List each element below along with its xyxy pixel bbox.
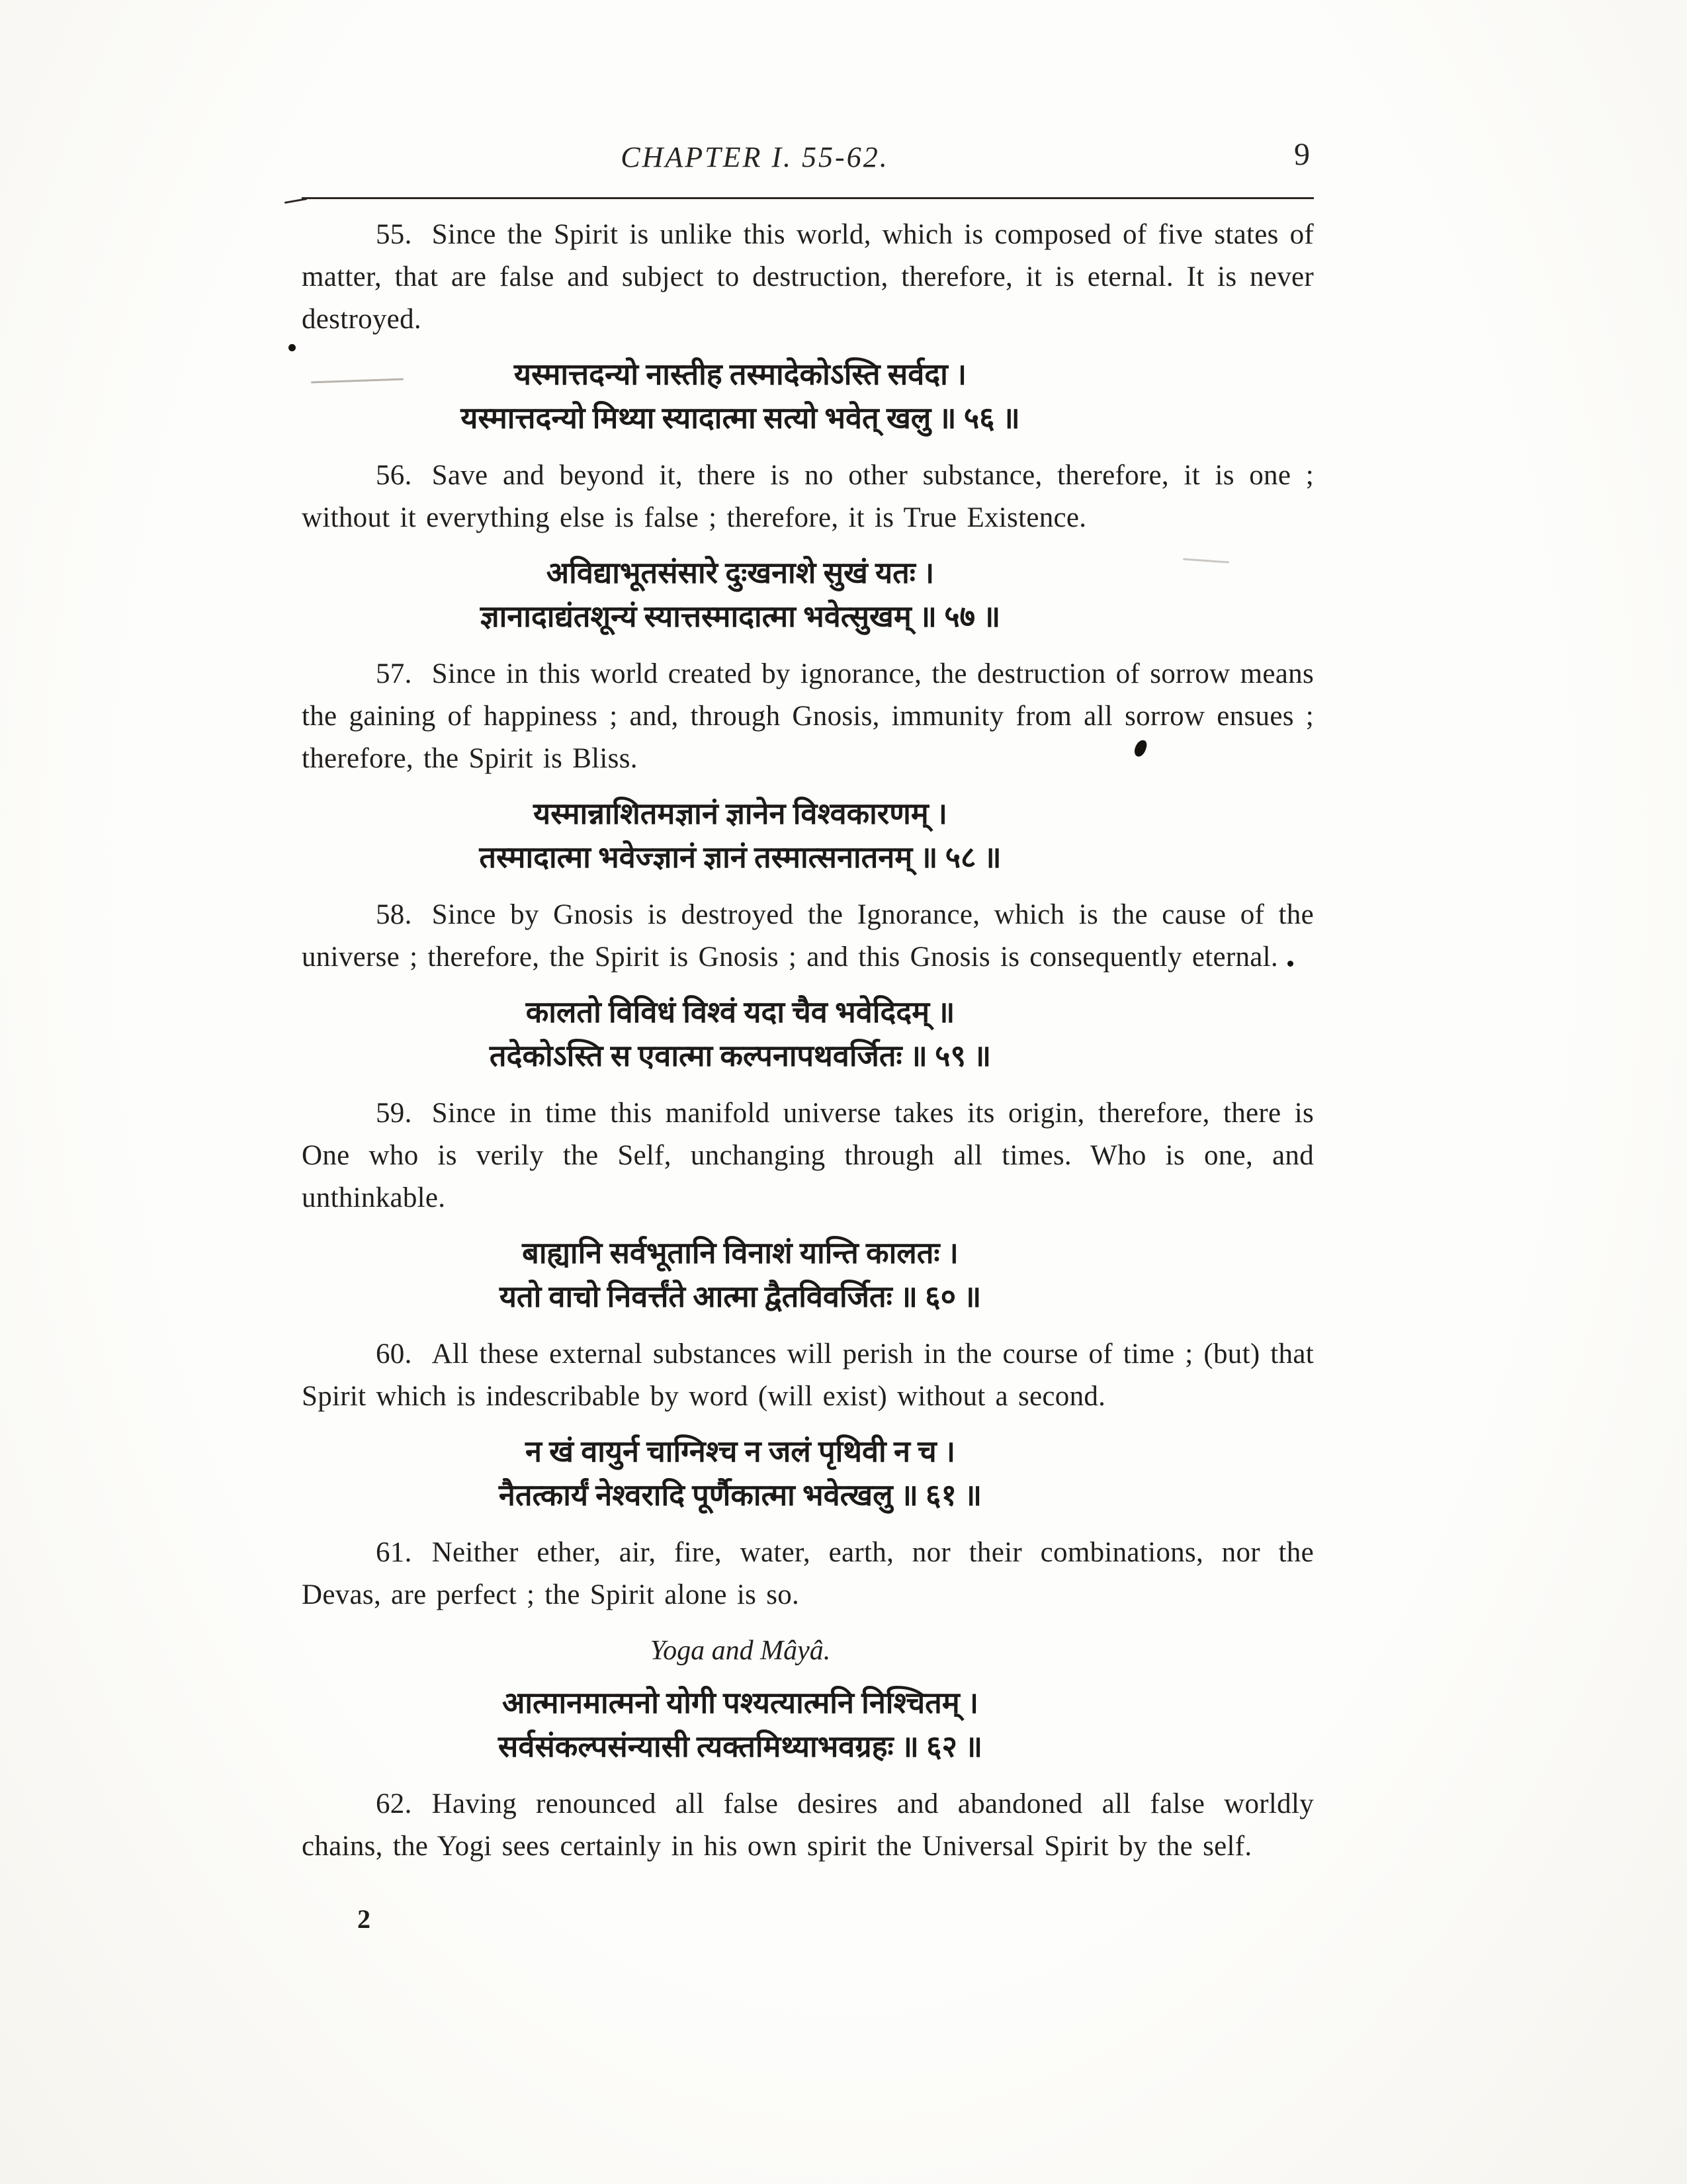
verse-line: सर्वसंकल्पसंन्यासी त्यक्तमिथ्याभवग्रहः ॥ ६२ ॥ — [497, 1730, 983, 1763]
text-blocks — [302, 214, 1314, 1868]
running-head — [302, 137, 1314, 191]
paragraph-number: 55. — [376, 219, 412, 250]
paragraph-number: 56. — [376, 460, 412, 491]
text-column — [302, 137, 1314, 1935]
verse-line: कालतो विविधं विश्वं यदा चैव भवेदिदम् ॥ — [525, 996, 955, 1029]
paragraph-56: 56. Save and beyond it, there is no other substance, therefore, it is one ; without it everything else is false ; therefore, it is True Existence. — [302, 460, 1314, 533]
sanskrit-verse-60 — [302, 1231, 1179, 1319]
page-number: 9 — [1294, 137, 1310, 172]
sanskrit-verse-61 — [302, 1430, 1179, 1517]
paragraph-number: 58. — [376, 899, 412, 930]
verse-line: अविद्याभूतसंसारे दुःखनाशे सुखं यतः । — [546, 556, 935, 590]
signature-mark: 2 — [357, 1904, 370, 1934]
sanskrit-verse-59 — [302, 990, 1179, 1078]
paragraph-number: 61. — [376, 1537, 412, 1568]
paragraph-61: 61. Neither ether, air, fire, water, earth, nor their combinations, nor the Devas, are perfect ; the Spirit alone is so. — [302, 1537, 1314, 1610]
sanskrit-verse-57 — [302, 551, 1179, 638]
verse-line: यस्मात्तदन्यो मिथ्या स्यादात्मा सत्यो भवेत् खलु ॥ ५६ ॥ — [460, 402, 1020, 435]
verse-line: तदेकोऽस्ति स एवात्मा कल्पनापथवर्जितः ॥ ५९ ॥ — [489, 1039, 992, 1072]
verse-line: न खं वायुर्न चाग्निश्च न जलं पृथिवी न च । — [525, 1435, 956, 1468]
rule-flick — [284, 198, 307, 204]
verse-line: बाह्यानि सर्वभूतानि विनाशं यान्ति कालतः । — [522, 1237, 959, 1270]
chapter-title: CHAPTER I. 55-62. — [621, 141, 889, 173]
paragraph-60: 60. All these external substances will perish in the course of time ; (but) that Spirit which is indescribable by word (will exist) without a second. — [302, 1338, 1314, 1412]
paragraph-number: 60. — [376, 1338, 412, 1370]
paragraph-57: 57. Since in this world created by ignorance, the destruction of sorrow means the gaining of happiness ; and, through Gnosis, immunity from all sorrow ensues ; therefore, the Spirit is Bliss. — [302, 658, 1314, 774]
paragraph-58: 58. Since by Gnosis is destroyed the Ignorance, which is the cause of the universe ; therefore, the Spirit is Gnosis ; and this Gnosis is consequently eternal. — [302, 899, 1314, 973]
paragraph-number: 62. — [376, 1788, 412, 1819]
verse-line: ज्ञानादाद्यंतशून्यं स्यात्तस्मादात्मा भवेत्सुखम् ॥ ५७ ॥ — [480, 600, 1001, 633]
verse-line: तस्मादात्मा भवेज्ज्ञानं ज्ञानं तस्मात्सनातनम् ॥ ५८ ॥ — [479, 841, 1002, 874]
paragraph-number: 59. — [376, 1098, 412, 1129]
ink-spot — [288, 344, 296, 351]
sanskrit-verse-56 — [302, 353, 1179, 440]
paragraph-59: 59. Since in time this manifold universe takes its origin, therefore, there is One who is verily the Self, unchanging through all times. Who is one, and unthinkable. — [302, 1098, 1314, 1213]
paragraph-62: 62. Having renounced all false desires and abandoned all false worldly chains, the Yogi sees certainly in his own spirit the Universal Spirit by the self. — [302, 1788, 1314, 1862]
section-heading: Yoga and Mâyâ. — [650, 1636, 831, 1666]
ink-spot — [1287, 961, 1293, 967]
sanskrit-verse-58 — [302, 792, 1179, 879]
paragraph-55: 55. Since the Spirit is unlike this world, which is composed of five states of matter, that are false and subject to destruction, therefore, it is eternal. It is never destroyed. — [302, 219, 1314, 335]
verse-line: नैतत्कार्यं नेश्वरादि पूर्णैकात्मा भवेत्खलु ॥ ६१ ॥ — [498, 1479, 982, 1512]
verse-line: यतो वाचो निवर्त्तंते आत्मा द्वैतविवर्जितः ॥ ६० ॥ — [499, 1280, 982, 1313]
header-rule — [302, 197, 1314, 199]
verse-line: यस्मात्तदन्यो नास्तीह तस्मादेकोऽस्ति सर्वदा । — [513, 358, 967, 391]
sanskrit-verse-62 — [302, 1681, 1179, 1769]
verse-line: आत्मानमात्मनो योगी पश्यत्यात्मनि निश्चितम् । — [501, 1686, 979, 1720]
verse-line: यस्मान्नाशितमज्ञानं ज्ञानेन विश्वकारणम् । — [533, 797, 947, 830]
paragraph-number: 57. — [376, 658, 412, 689]
